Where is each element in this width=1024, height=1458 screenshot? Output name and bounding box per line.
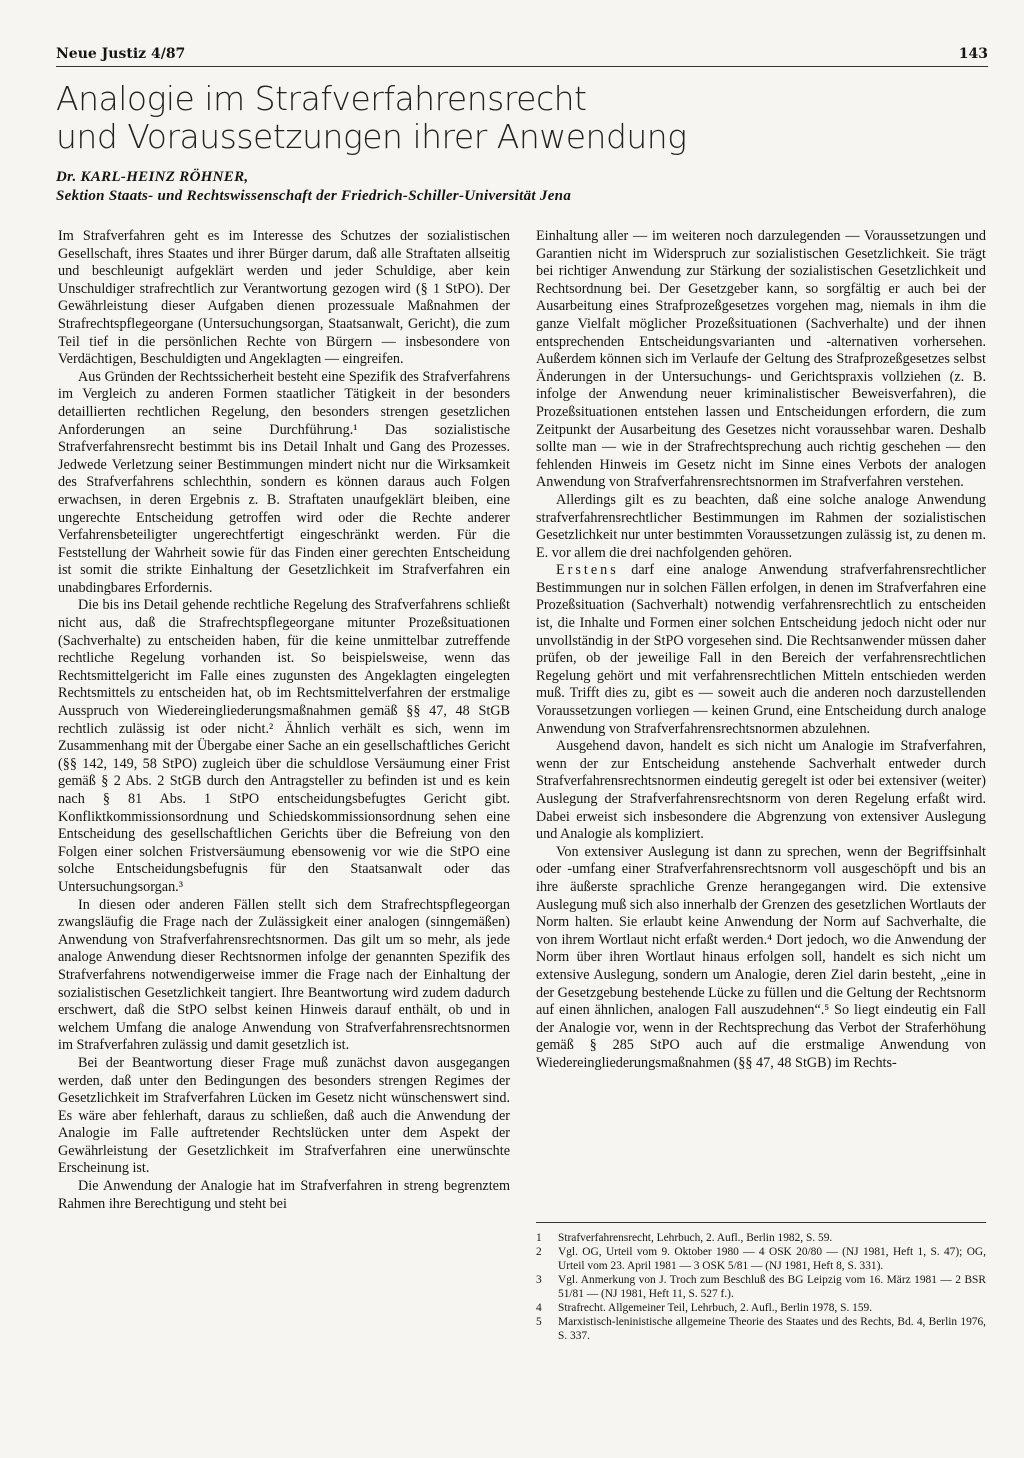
footnote-text: Strafverfahrensrecht, Lehrbuch, 2. Aufl., Berlin 1982, S. 59. [558, 1232, 833, 1244]
paragraph: Aus Gründen der Rechtssicherheit besteht eine Spezifik des Strafverfahrens im Vergleich zu anderen Formen staatlicher Tätigkeit in der besonders detaillierten rechtlichen Regelung, den besonders strengen gesetzlichen Anforderungen an seine Durchführung.¹ Das sozialistische Strafverfahrensrecht bestimmt bis ins Detail Inhalt und Gang des Prozesses. Jedwede Verletzung seiner Bestimmungen mindert nicht nur die Wirksamkeit des Strafverfahrens schlechthin, sondern es können daraus auch Folgen erwachsen, in deren Ergebnis z. B. Straftaten unaufgeklärt bleiben, eine ungerechte Entscheidung getroffen wird oder die Rechte anderer Verfahrensbeteiligter ungerechtfertigt eingeschränkt werden. Für die Feststellung der Wahrheit sowie für das Finden einer gerechten Entscheidung ist somit die strikte Einhaltung der Gesetzlichkeit im Strafverfahren ein unabdingbares Erfordernis. [58, 368, 510, 596]
footnote-number: 3 [536, 1274, 542, 1286]
paragraph: In diesen oder anderen Fällen stellt sich dem Strafrechtspflegeorgan zwangsläufig die Frage nach der Zulässigkeit einer analogen (sinngemäßen) Anwendung von Strafverfahrensrechtsnormen. Das gilt um so mehr, als jede analoge Anwendung dieser Rechtsnormen infolge der genannten Spezifik des Strafverfahrens notwendigerweise immer die Frage nach der Einhaltung der sozialistischen Gesetzlichkeit tangiert. Ihre Beantwortung wird zudem dadurch erschwert, daß die StPO selbst keinen Hinweis darauf enthält, ob und in welchem Umfang die analoge Anwendung von Strafverfahrensrechtsnormen im Strafverfahren zulässig und damit gesetzlich ist. [58, 896, 510, 1054]
journal-issue: Neue Justiz 4/87 [56, 46, 186, 62]
article-title [56, 80, 956, 156]
paragraph: Ausgehend davon, handelt es sich nicht um Analogie im Strafverfahren, wenn der zur Entscheidung anstehende Sachverhalt entweder durch Strafverfahrensrechtsnormen eindeutig geregelt ist oder bei extensiver (weiter) Auslegung der Strafverfahrensrechtsnorm von deren Regelung erfaßt wird. Dabei erweist sich insbesondere die Abgrenzung von extensiver Auslegung und Analogie als kompliziert. [536, 738, 986, 843]
footnote-number: 4 [536, 1302, 542, 1314]
footnote [536, 1245, 986, 1273]
page-number: 143 [958, 46, 988, 62]
footnote-number: 1 [536, 1232, 542, 1244]
paragraph-text: darf eine analoge Anwendung strafverfahrensrechtlicher Bestimmungen nur in solchen Fällen erfolgen, in denen im Strafverfahren eine Prozeßsituation (Sachverhalt) notwendig verfahrensrechtlich zu entscheiden ist, die Inhalte und Formen einer solchen Entscheidung jedoch nicht oder nur unvollständig in der StPO vorgesehen sind. Die Rechtsanwender müssen daher prüfen, ob der jeweilige Fall in den Bereich der verfahrensrechtlichen Regelung gehört und mit verfahrensrechtlichen Mitteln entschieden werden muß. Trifft dies zu, gibt es — soweit auch die anderen noch darzustellenden Voraussetzungen vorliegen — keinen Grund, eine Entscheidung durch analoge Anwendung von Strafverfahrensrechtsnormen abzulehnen. [536, 562, 986, 737]
footnote [536, 1273, 986, 1301]
footnote-text: Marxistisch-leninistische allgemeine Theorie des Staates und des Rechts, Bd. 4, Berlin 1976, S. 337. [558, 1316, 986, 1342]
footnote [536, 1231, 986, 1245]
footnotes [536, 1222, 986, 1343]
footnote-number: 2 [536, 1246, 542, 1258]
footnote-text: Strafrecht. Allgemeiner Teil, Lehrbuch, 2. Aufl., Berlin 1978, S. 159. [558, 1302, 873, 1314]
footnote-number: 5 [536, 1316, 542, 1328]
author-name: Dr. KARL-HEINZ RÖHNER, [56, 169, 249, 185]
paragraph: Im Strafverfahren geht es im Interesse des Schutzes der sozialistischen Gesellschaft, ihres Staates und ihrer Bürger darum, daß alle Straftaten allseitig und beschleunigt aufgeklärt werden und jeder Schuldige, aber kein Unschuldiger strafrechtlich zur Verantwortung gezogen wird (§ 1 StPO). Der Gewährleistung dieser Aufgaben dienen prozessuale Maßnahmen der Strafrechtspflegeorgane (Untersuchungsorgan, Staatsanwalt, Gericht), die zum Teil tief in die persönlichen Rechte von Bürgern — insbesondere von Verdächtigen, Beschuldigten und Angeklagten — eingreifen. [58, 228, 510, 368]
footnote-text: Vgl. OG, Urteil vom 9. Oktober 1980 — 4 OSK 20/80 — (NJ 1981, Heft 1, S. 47); OG, Urteil vom 23. April 1981 — 3 OSK 5/81 — (NJ 1981, Heft 8, S. 331). [558, 1246, 986, 1272]
paragraph: Bei der Beantwortung dieser Frage muß zunächst davon ausgegangen werden, daß unter den Bedingungen des besonders strengen Regimes der Gesetzlichkeit im Strafverfahren Lücken im Gesetz nicht wünschenswert sind. Es wäre aber fehlerhaft, daraus zu schließen, daß auch die Anwendung der Analogie im Falle auftretender Rechtslücken unter dem Aspekt der Gewährleistung der Gesetzlichkeit im Strafverfahren eine unerwünschte Erscheinung ist. [58, 1054, 510, 1177]
paragraph [536, 562, 986, 738]
paragraph: Einhaltung aller — im weiteren noch darzulegenden — Voraussetzungen und Garantien nicht im Widerspruch zur sozialistischen Gesetzlichkeit. Sie trägt bei richtiger Anwendung zur Stärkung der sozialistischen Gesetzlichkeit und Rechtsordnung bei. Der Gesetzgeber kann, so sorgfältig er auch bei der Ausarbeitung eines Strafprozeßgesetzes vorgehen mag, niemals in ihm die ganze Vielfalt möglicher Prozeßsituationen (Sachverhalte) und der ihnen entsprechenden Entscheidungsvarianten und -alternativen vorhersehen. Außerdem können sich im Verlaufe der Geltung des Strafprozeßgesetzes selbst Änderungen in der Untersuchungs- und Gerichtspraxis vollziehen (z. B. infolge der Anwendung neuer kriminalistischer Beweisverfahren), die Prozeßsituationen entstehen lassen und Entscheidungen erfordern, die zum Zeitpunkt der Ausarbeitung des Gesetzes nicht voraussehbar waren. Deshalb sollte man — wie in der Strafrechtsprechung auch richtig geschehen — den fehlenden Hinweis im Gesetz nicht im Sinne eines Verbots der analogen Anwendung von Strafverfahrensrechtsnormen im Strafverfahren verstehen. [536, 228, 986, 491]
right-column [536, 228, 986, 1073]
footnote [536, 1301, 986, 1315]
running-header [56, 46, 988, 67]
author-block [56, 168, 956, 206]
paragraph: Von extensiver Auslegung ist dann zu sprechen, wenn der Begriffsinhalt oder -umfang einer Strafverfahrensrechtsnorm voll ausgeschöpft und bis an ihre äußerste sprachliche Grenze herangegangen wird. Die extensive Auslegung muß sich also innerhalb der Grenzen des gesetzlichen Wortlauts der Norm halten. Sie erlaubt keine Anwendung der Norm auf Sachverhalte, die von ihrem Wortlaut nicht erfaßt werden.⁴ Dort jedoch, wo die Anwendung der Norm über ihren Wortlaut hinaus erfolgen soll, handelt es sich nicht um extensive Auslegung, sondern um Analogie, deren Ziel darin besteht, „eine in der Gesetzgebung bestehende Lücke zu füllen und die Geltung der Rechtsnorm auf einen ähnlichen, analogen Fall auszudehnen“.⁵ So liegt eindeutig ein Fall der Analogie vor, wenn in der Rechtsprechung das Verbot der Straferhöhung gemäß § 285 StPO auch auf die erstmalige Anwendung von Wiedereingliederungsmaßnahmen (§§ 47, 48 StGB) im Rechts- [536, 843, 986, 1071]
title-line-2: und Voraussetzungen ihrer Anwendung [56, 117, 687, 156]
paragraph: Allerdings gilt es zu beachten, daß eine solche analoge Anwendung strafverfahrensrechtlicher Bestimmungen im Rahmen der sozialistischen Gesetzlichkeit nur unter bestimmten Voraussetzungen zulässig ist, zu denen m. E. vor allem die drei nachfolgenden gehören. [536, 491, 986, 561]
title-line-1: Analogie im Strafverfahrensrecht [56, 79, 587, 118]
emphasis-word: Erstens [556, 562, 619, 579]
paragraph: Die bis ins Detail gehende rechtliche Regelung des Strafverfahrens schließt nicht aus, daß die Strafrechtspflegeorgane mitunter Prozeßsituationen (Sachverhalte) zu entscheiden haben, für die keine unmittelbar zutreffende rechtliche Regelung vorhanden ist. So beispielsweise, wenn das Rechtsmittelgericht im Falle eines zugunsten des Angeklagten eingelegten Rechtsmittels zu entscheiden hat, ob im Rechtsmittelverfahren der erstmalige Ausspruch von Wiedereingliederungsmaßnahmen gemäß §§ 47, 48 StGB rechtlich zulässig ist oder nicht.² Ähnlich verhält es sich, wenn im Zusammenhang mit der Übergabe einer Sache an ein gesellschaftliches Gericht (§§ 142, 149, 58 StPO) zugleich über die schuldlose Versäumung einer Frist gemäß § 2 Abs. 2 StGB durch den Antragsteller zu befinden ist und es kein nach § 81 Abs. 1 StPO entscheidungsbefugtes Gericht gibt. Konfliktkommissionsordnung und Schiedskommissionsordnung sehen eine Entscheidung des gesellschaftlichen Gerichts über die Befreiung von den Folgen einer solchen Fristversäumung ebensowenig vor wie die StPO eine solche Entscheidungsbefugnis für den Staatsanwalt oder das Untersuchungsorgan.³ [58, 597, 510, 895]
paragraph: Die Anwendung der Analogie hat im Strafverfahren in streng begrenztem Rahmen ihre Berechtigung und steht bei [58, 1178, 510, 1212]
left-column [58, 228, 510, 1213]
footnote [536, 1315, 986, 1343]
author-affiliation: Sektion Staats- und Rechtswissenschaft der Friedrich-Schiller-Universität Jena [56, 188, 572, 204]
footnote-text: Vgl. Anmerkung von J. Troch zum Beschluß des BG Leipzig vom 16. März 1981 — 2 BSR 51/81 — (NJ 1981, Heft 11, S. 527 f.). [558, 1274, 986, 1300]
